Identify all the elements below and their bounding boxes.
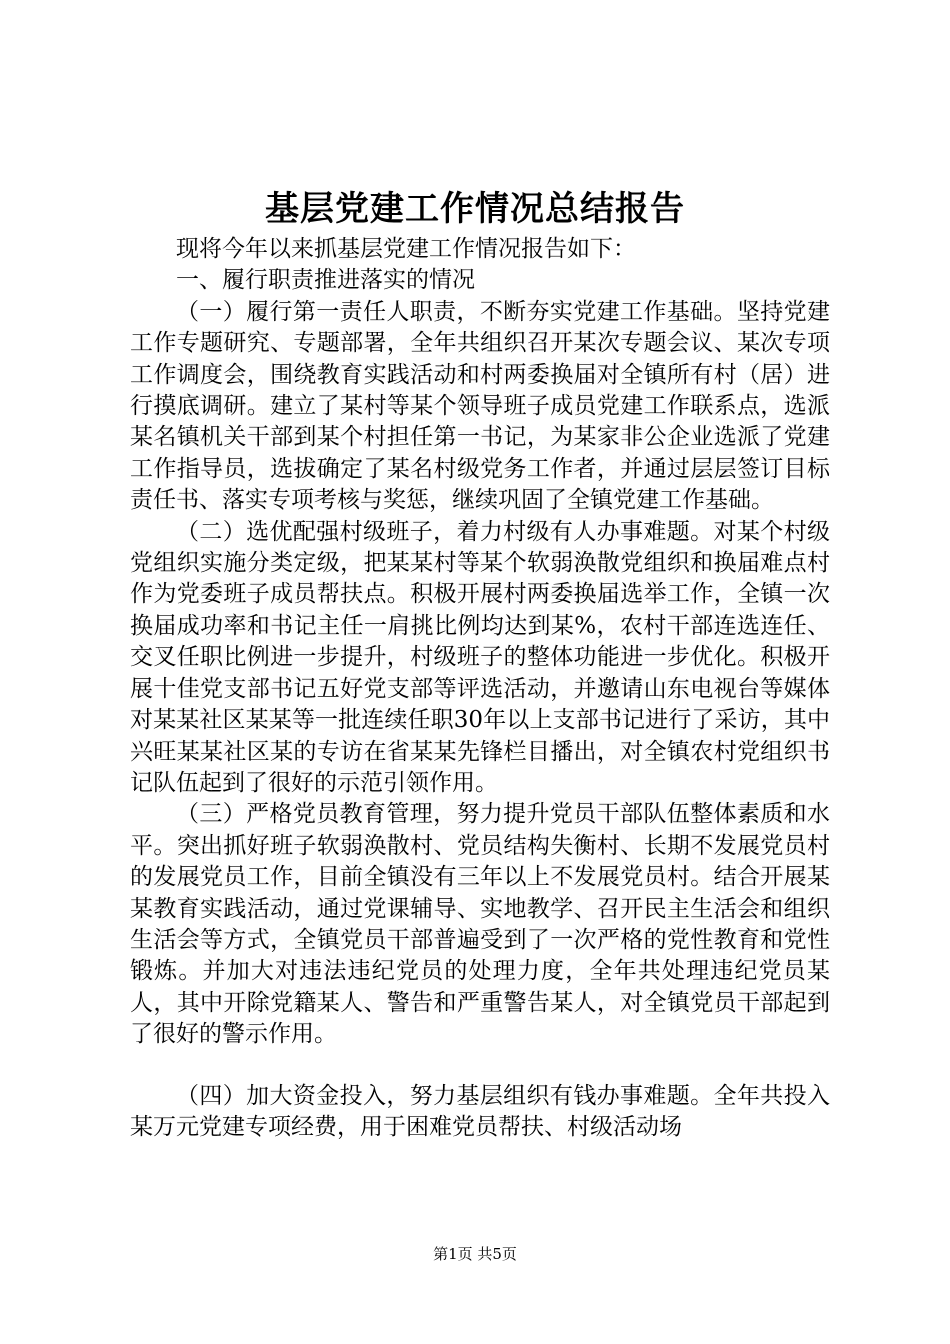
- section-heading: 一、履行职责推进落实的情况: [176, 267, 475, 294]
- intro-paragraph: 现将今年以来抓基层党建工作情况报告如下：: [176, 236, 636, 262]
- document-title: 基层党建工作情况总结报告: [265, 189, 685, 229]
- document-body: [130, 234, 830, 1143]
- page-footer: 第1页 共5页: [433, 1245, 517, 1263]
- paragraph-item-1: （一）履行第一责任人职责，不断夯实党建工作基础。坚持党建工作专题研究、专题部署，全年共组织召开某次专题会议、某次专项工作调度会，围绕教育实践活动和村两委换届对全镇所有村（居）进行摸底调研。建立了某村等某个领导班子成员党建工作联系点，选派某名镇机关干部到某个村担任第一书记，为某家非公企业选派了党建工作指导员，选拔确定了某名村级党务工作者，并通过层层签订目标责任书、落实专项考核与奖惩，继续巩固了全镇党建工作基础。: [130, 298, 830, 514]
- paragraph-item-4: （四）加大资金投入，努力基层组织有钱办事难题。全年共投入某万元党建专项经费，用于困难党员帮扶、村级活动场: [130, 1082, 830, 1140]
- paragraph-item-2: （二）选优配强村级班子，着力村级有人办事难题。对某个村级党组织实施分类定级，把某某村等某个软弱涣散党组织和换届难点村作为党委班子成员帮扶点。积极开展村两委换届选举工作，全镇一次换届成功率和书记主任一肩挑比例均达到某%，农村干部连选连任、交叉任职比例进一步提升，村级班子的整体功能进一步优化。积极开展十佳党支部书记五好党支部等评选活动，并邀请山东电视台等媒体对某某社区某某等一批连续任职30年以上支部书记进行了采访，其中兴旺某某社区某的专访在省某某先锋栏目播出，对全镇农村党组织书记队伍起到了很好的示范引领作用。: [130, 518, 830, 796]
- paragraph-item-3: （三）严格党员教育管理，努力提升党员干部队伍整体素质和水平。突出抓好班子软弱涣散村、党员结构失衡村、长期不发展党员村的发展党员工作，目前全镇没有三年以上不发展党员村。结合开展某某教育实践活动，通过党课辅导、实地教学、召开民主生活会和组织生活会等方式，全镇党员干部普遍受到了一次严格的党性教育和党性锻炼。并加大对违法违纪党员的处理力度，全年共处理违纪党员某人，其中开除党籍某人、警告和严重警告某人，对全镇党员干部起到了很好的警示作用。: [130, 801, 830, 1048]
